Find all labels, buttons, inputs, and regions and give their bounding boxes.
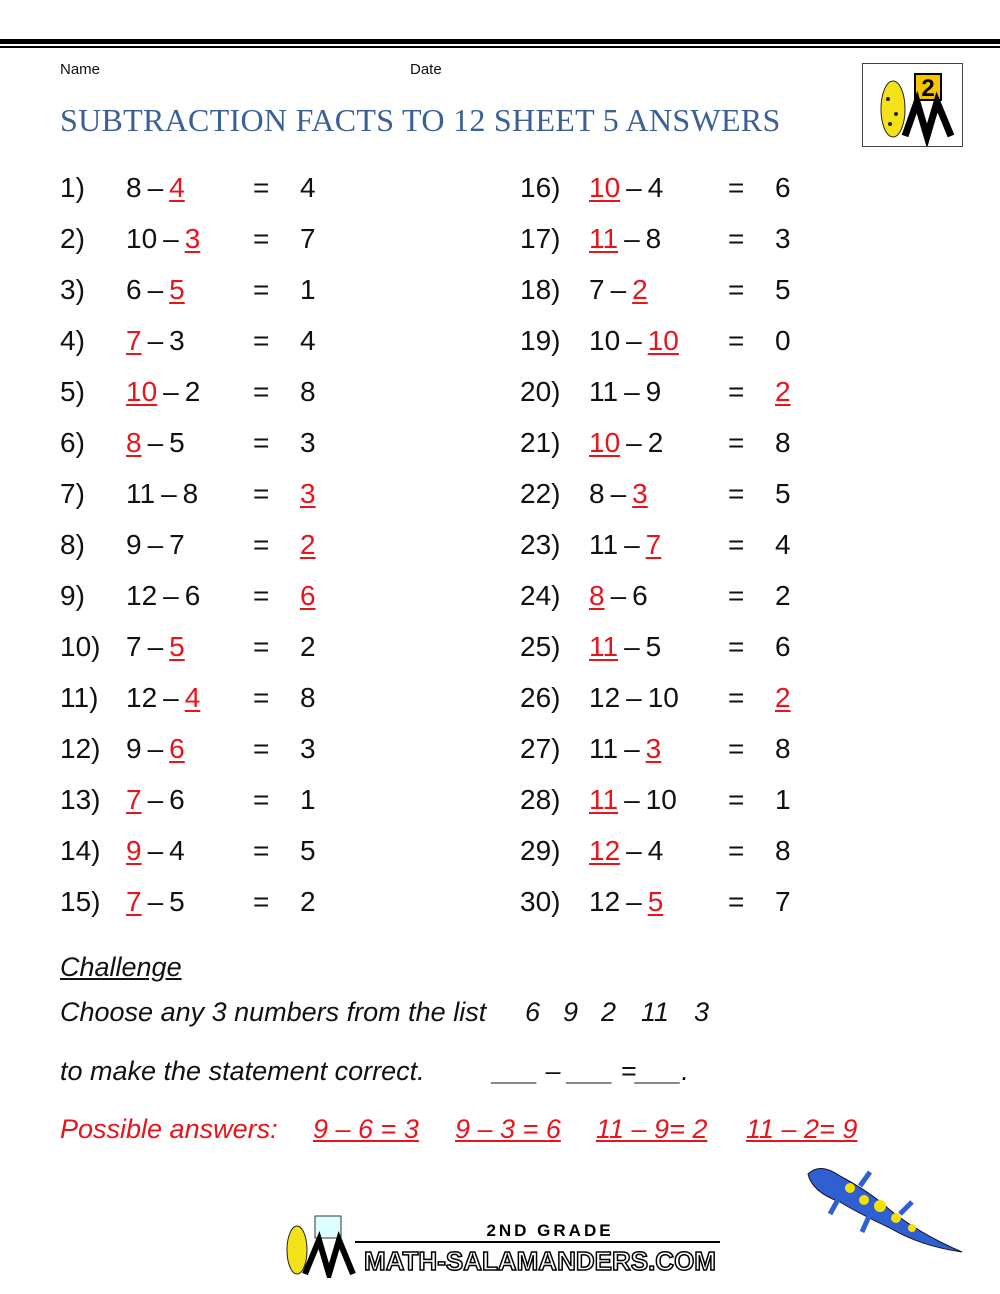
subtrahend: 3 bbox=[184, 223, 201, 254]
problem-result: 1 bbox=[775, 784, 791, 815]
problem-number: 30) bbox=[520, 886, 561, 917]
minus-sign: – bbox=[147, 274, 164, 305]
minus-sign: – bbox=[163, 682, 179, 713]
minuend: 10 bbox=[589, 427, 621, 458]
problem-result: 7 bbox=[775, 886, 791, 917]
problem-result: 2 bbox=[300, 886, 316, 917]
minus-sign: – bbox=[163, 376, 179, 407]
problem-result: 2 bbox=[775, 580, 791, 611]
equals-sign: = bbox=[728, 427, 745, 458]
problem-number: 22) bbox=[520, 478, 561, 509]
problem-expression bbox=[589, 732, 661, 766]
problem-result: 8 bbox=[300, 682, 316, 713]
problem-result: 1 bbox=[300, 784, 316, 815]
minuend: 12 bbox=[126, 682, 158, 713]
problem-number: 8) bbox=[60, 529, 85, 560]
equals-sign: = bbox=[253, 580, 270, 611]
problem-expression bbox=[126, 528, 185, 562]
problem-number: 2) bbox=[60, 223, 85, 254]
math-salamanders-logo bbox=[275, 1212, 735, 1278]
problem-result: 8 bbox=[775, 427, 791, 458]
subtrahend: 9 bbox=[645, 376, 662, 407]
page-title: SUBTRACTION FACTS TO 12 SHEET 5 ANSWERS bbox=[60, 102, 781, 138]
problem-number: 10) bbox=[60, 631, 101, 662]
minuend: 10 bbox=[589, 172, 621, 203]
problem-result: 6 bbox=[300, 580, 316, 611]
subtrahend: 4 bbox=[647, 835, 664, 866]
problem-expression bbox=[126, 732, 185, 766]
subtrahend: 2 bbox=[647, 427, 664, 458]
challenge-instruction: Choose any 3 numbers from the list bbox=[60, 997, 487, 1027]
equals-sign: = bbox=[728, 835, 745, 866]
subtrahend: 6 bbox=[184, 580, 201, 611]
equals-sign: = bbox=[253, 325, 270, 356]
problem-result: 3 bbox=[300, 478, 316, 509]
grade-text: 2ND GRADE bbox=[486, 1221, 614, 1240]
minuend: 11 bbox=[126, 478, 156, 509]
problem-result: 2 bbox=[300, 529, 316, 560]
subtrahend: 5 bbox=[169, 631, 185, 662]
minus-sign: – bbox=[163, 580, 179, 611]
minus-sign: – bbox=[626, 325, 642, 356]
subtrahend: 4 bbox=[169, 835, 185, 866]
minus-sign: – bbox=[626, 835, 642, 866]
minuend: 10 bbox=[126, 223, 158, 254]
minuend: 7 bbox=[126, 886, 142, 917]
equals-sign: = bbox=[253, 631, 270, 662]
minuend: 9 bbox=[126, 733, 142, 764]
problem-number: 7) bbox=[60, 478, 85, 509]
minus-sign: – bbox=[147, 325, 164, 356]
problem-number: 16) bbox=[520, 172, 561, 203]
top-rule bbox=[0, 39, 1000, 44]
equals-sign: = bbox=[253, 223, 270, 254]
problem-expression bbox=[126, 273, 185, 307]
problem-expression bbox=[126, 324, 185, 358]
minus-sign: – bbox=[147, 631, 164, 662]
minuend: 9 bbox=[126, 529, 142, 560]
problem-expression bbox=[589, 834, 663, 868]
minuend: 7 bbox=[126, 631, 142, 662]
minuend: 11 bbox=[589, 784, 619, 815]
minus-sign: – bbox=[624, 376, 640, 407]
date-label: Date bbox=[410, 61, 442, 78]
name-label: Name bbox=[60, 61, 101, 78]
equals-sign: = bbox=[728, 325, 745, 356]
subtrahend: 6 bbox=[632, 580, 648, 611]
problem-result: 8 bbox=[775, 835, 791, 866]
minus-sign: – bbox=[161, 478, 177, 509]
problem-expression bbox=[589, 222, 661, 256]
minus-sign: – bbox=[163, 223, 179, 254]
equals-sign: = bbox=[253, 274, 270, 305]
possible-answers-label: Possible answers: bbox=[60, 1114, 278, 1144]
problem-result: 4 bbox=[300, 325, 316, 356]
minuend: 11 bbox=[589, 376, 619, 407]
subtrahend: 6 bbox=[169, 784, 185, 815]
problem-result: 3 bbox=[775, 223, 791, 254]
equals-sign: = bbox=[253, 682, 270, 713]
problem-number: 25) bbox=[520, 631, 561, 662]
subtrahend: 3 bbox=[632, 478, 648, 509]
problem-expression bbox=[126, 171, 185, 205]
problem-number: 13) bbox=[60, 784, 101, 815]
minuend: 8 bbox=[126, 172, 142, 203]
problem-expression bbox=[126, 834, 185, 868]
problem-number: 29) bbox=[520, 835, 561, 866]
problem-expression bbox=[589, 477, 648, 511]
minuend: 10 bbox=[589, 325, 621, 356]
problem-expression bbox=[589, 630, 661, 664]
equals-sign: = bbox=[728, 172, 745, 203]
minus-sign: – bbox=[624, 784, 640, 815]
problem-expression bbox=[589, 681, 679, 715]
problem-number: 17) bbox=[520, 223, 561, 254]
minuend: 12 bbox=[589, 682, 621, 713]
minus-sign: – bbox=[624, 733, 640, 764]
equals-sign: = bbox=[728, 274, 745, 305]
problem-expression bbox=[126, 579, 200, 613]
problem-expression bbox=[589, 528, 661, 562]
problem-number: 21) bbox=[520, 427, 561, 458]
problem-expression bbox=[126, 426, 185, 460]
minuend: 12 bbox=[589, 886, 621, 917]
subtrahend: 3 bbox=[169, 325, 185, 356]
equals-sign: = bbox=[728, 223, 745, 254]
minuend: 12 bbox=[126, 580, 158, 611]
minus-sign: – bbox=[626, 682, 642, 713]
problem-number: 23) bbox=[520, 529, 561, 560]
equals-sign: = bbox=[253, 835, 270, 866]
problem-result: 6 bbox=[775, 631, 791, 662]
possible-answer: 9 – 3 = 6 bbox=[455, 1114, 561, 1144]
minuend: 8 bbox=[589, 580, 605, 611]
challenge-template: ___ – ___ =___. bbox=[493, 1056, 689, 1086]
problem-expression bbox=[589, 783, 677, 817]
problem-result: 2 bbox=[775, 376, 791, 407]
minus-sign: – bbox=[147, 733, 164, 764]
minus-sign: – bbox=[147, 427, 164, 458]
minus-sign: – bbox=[626, 427, 642, 458]
problem-number: 12) bbox=[60, 733, 101, 764]
minus-sign: – bbox=[147, 529, 164, 560]
minuend: 7 bbox=[126, 784, 142, 815]
subtrahend: 5 bbox=[169, 886, 185, 917]
minuend: 6 bbox=[126, 274, 142, 305]
problem-result: 5 bbox=[300, 835, 316, 866]
equals-sign: = bbox=[728, 529, 745, 560]
problem-number: 4) bbox=[60, 325, 85, 356]
problem-expression bbox=[589, 426, 663, 460]
problem-result: 7 bbox=[300, 223, 316, 254]
minus-sign: – bbox=[624, 631, 640, 662]
possible-answer: 11 – 9= 2 bbox=[596, 1114, 708, 1144]
problem-number: 11) bbox=[60, 682, 99, 713]
possible-answer: 11 – 2= 9 bbox=[746, 1114, 858, 1144]
problem-result: 3 bbox=[300, 733, 316, 764]
subtrahend: 6 bbox=[169, 733, 185, 764]
problem-result: 2 bbox=[300, 631, 316, 662]
equals-sign: = bbox=[253, 427, 270, 458]
salamander-illustration bbox=[800, 1162, 970, 1262]
subtrahend: 5 bbox=[645, 631, 662, 662]
problem-number: 14) bbox=[60, 835, 101, 866]
subtrahend: 8 bbox=[645, 223, 662, 254]
subtrahend: 4 bbox=[647, 172, 664, 203]
problem-result: 2 bbox=[775, 682, 791, 713]
minus-sign: – bbox=[624, 529, 640, 560]
subtrahend: 4 bbox=[184, 682, 201, 713]
subtrahend: 5 bbox=[169, 274, 185, 305]
minuend: 10 bbox=[126, 376, 158, 407]
challenge-number: 3 bbox=[694, 997, 710, 1027]
problem-result: 3 bbox=[300, 427, 316, 458]
minuend: 7 bbox=[589, 274, 605, 305]
equals-sign: = bbox=[253, 784, 270, 815]
problem-expression bbox=[589, 171, 663, 205]
problem-expression bbox=[126, 630, 185, 664]
problem-expression bbox=[126, 783, 185, 817]
equals-sign: = bbox=[728, 784, 745, 815]
minus-sign: – bbox=[610, 580, 627, 611]
subtrahend: 3 bbox=[645, 733, 662, 764]
problem-expression bbox=[126, 885, 185, 919]
problem-number: 28) bbox=[520, 784, 561, 815]
subtrahend: 5 bbox=[647, 886, 664, 917]
possible-answer: 9 – 6 = 3 bbox=[313, 1114, 419, 1144]
problem-expression bbox=[589, 375, 661, 409]
minuend: 11 bbox=[589, 733, 619, 764]
minuend: 8 bbox=[126, 427, 142, 458]
minuend: 12 bbox=[589, 835, 621, 866]
minus-sign: – bbox=[610, 478, 627, 509]
equals-sign: = bbox=[728, 682, 745, 713]
minus-sign: – bbox=[626, 172, 642, 203]
problem-expression bbox=[126, 681, 200, 715]
minus-sign: – bbox=[610, 274, 627, 305]
site-text: MATH-SALAMANDERS.COM bbox=[364, 1246, 716, 1276]
problem-expression bbox=[589, 885, 663, 919]
problem-result: 4 bbox=[300, 172, 316, 203]
problem-number: 5) bbox=[60, 376, 85, 407]
equals-sign: = bbox=[253, 478, 270, 509]
challenge-number: 11 bbox=[641, 997, 670, 1027]
problem-number: 1) bbox=[60, 172, 85, 203]
subtrahend: 10 bbox=[647, 682, 679, 713]
problem-number: 3) bbox=[60, 274, 85, 305]
equals-sign: = bbox=[253, 886, 270, 917]
subtrahend: 5 bbox=[169, 427, 185, 458]
problem-number: 18) bbox=[520, 274, 561, 305]
subtrahend: 7 bbox=[645, 529, 662, 560]
subtrahend: 8 bbox=[182, 478, 199, 509]
problem-result: 4 bbox=[775, 529, 791, 560]
equals-sign: = bbox=[253, 376, 270, 407]
svg-text:2: 2 bbox=[921, 75, 935, 102]
subtrahend: 4 bbox=[169, 172, 185, 203]
subtrahend: 10 bbox=[645, 784, 677, 815]
challenge-heading: Challenge bbox=[60, 952, 182, 982]
problem-number: 6) bbox=[60, 427, 85, 458]
problem-result: 5 bbox=[775, 478, 791, 509]
equals-sign: = bbox=[728, 478, 745, 509]
problem-number: 24) bbox=[520, 580, 561, 611]
problem-expression bbox=[126, 477, 198, 511]
subtrahend: 10 bbox=[647, 325, 679, 356]
problem-number: 19) bbox=[520, 325, 561, 356]
problem-expression bbox=[126, 222, 200, 256]
problem-expression bbox=[589, 324, 679, 358]
salamander-grade-logo bbox=[862, 63, 963, 147]
problem-number: 26) bbox=[520, 682, 561, 713]
challenge-instruction-2: to make the statement correct. bbox=[60, 1056, 425, 1086]
minus-sign: – bbox=[147, 172, 164, 203]
challenge-number: 6 bbox=[525, 997, 541, 1027]
equals-sign: = bbox=[253, 172, 270, 203]
problem-result: 1 bbox=[300, 274, 316, 305]
top-rule-thin bbox=[0, 46, 1000, 48]
subtrahend: 2 bbox=[184, 376, 201, 407]
problem-result: 5 bbox=[775, 274, 791, 305]
problem-number: 20) bbox=[520, 376, 561, 407]
problem-result: 8 bbox=[300, 376, 316, 407]
minus-sign: – bbox=[624, 223, 640, 254]
problem-result: 0 bbox=[775, 325, 791, 356]
equals-sign: = bbox=[728, 886, 745, 917]
minus-sign: – bbox=[147, 835, 164, 866]
minus-sign: – bbox=[626, 886, 642, 917]
minuend: 11 bbox=[589, 529, 619, 560]
minuend: 11 bbox=[589, 631, 619, 662]
minus-sign: – bbox=[147, 886, 164, 917]
equals-sign: = bbox=[253, 733, 270, 764]
problem-expression bbox=[126, 375, 200, 409]
subtrahend: 2 bbox=[632, 274, 648, 305]
equals-sign: = bbox=[728, 631, 745, 662]
problem-expression bbox=[589, 579, 648, 613]
subtrahend: 7 bbox=[169, 529, 185, 560]
challenge-number: 2 bbox=[601, 997, 617, 1027]
challenge-number: 9 bbox=[563, 997, 579, 1027]
minuend: 8 bbox=[589, 478, 605, 509]
minus-sign: – bbox=[147, 784, 164, 815]
problem-result: 6 bbox=[775, 172, 791, 203]
problem-number: 27) bbox=[520, 733, 561, 764]
problem-number: 15) bbox=[60, 886, 101, 917]
minuend: 7 bbox=[126, 325, 142, 356]
equals-sign: = bbox=[728, 580, 745, 611]
minuend: 11 bbox=[589, 223, 619, 254]
problem-expression bbox=[589, 273, 648, 307]
equals-sign: = bbox=[253, 529, 270, 560]
problem-number: 9) bbox=[60, 580, 85, 611]
problem-result: 8 bbox=[775, 733, 791, 764]
minuend: 9 bbox=[126, 835, 142, 866]
equals-sign: = bbox=[728, 376, 745, 407]
equals-sign: = bbox=[728, 733, 745, 764]
